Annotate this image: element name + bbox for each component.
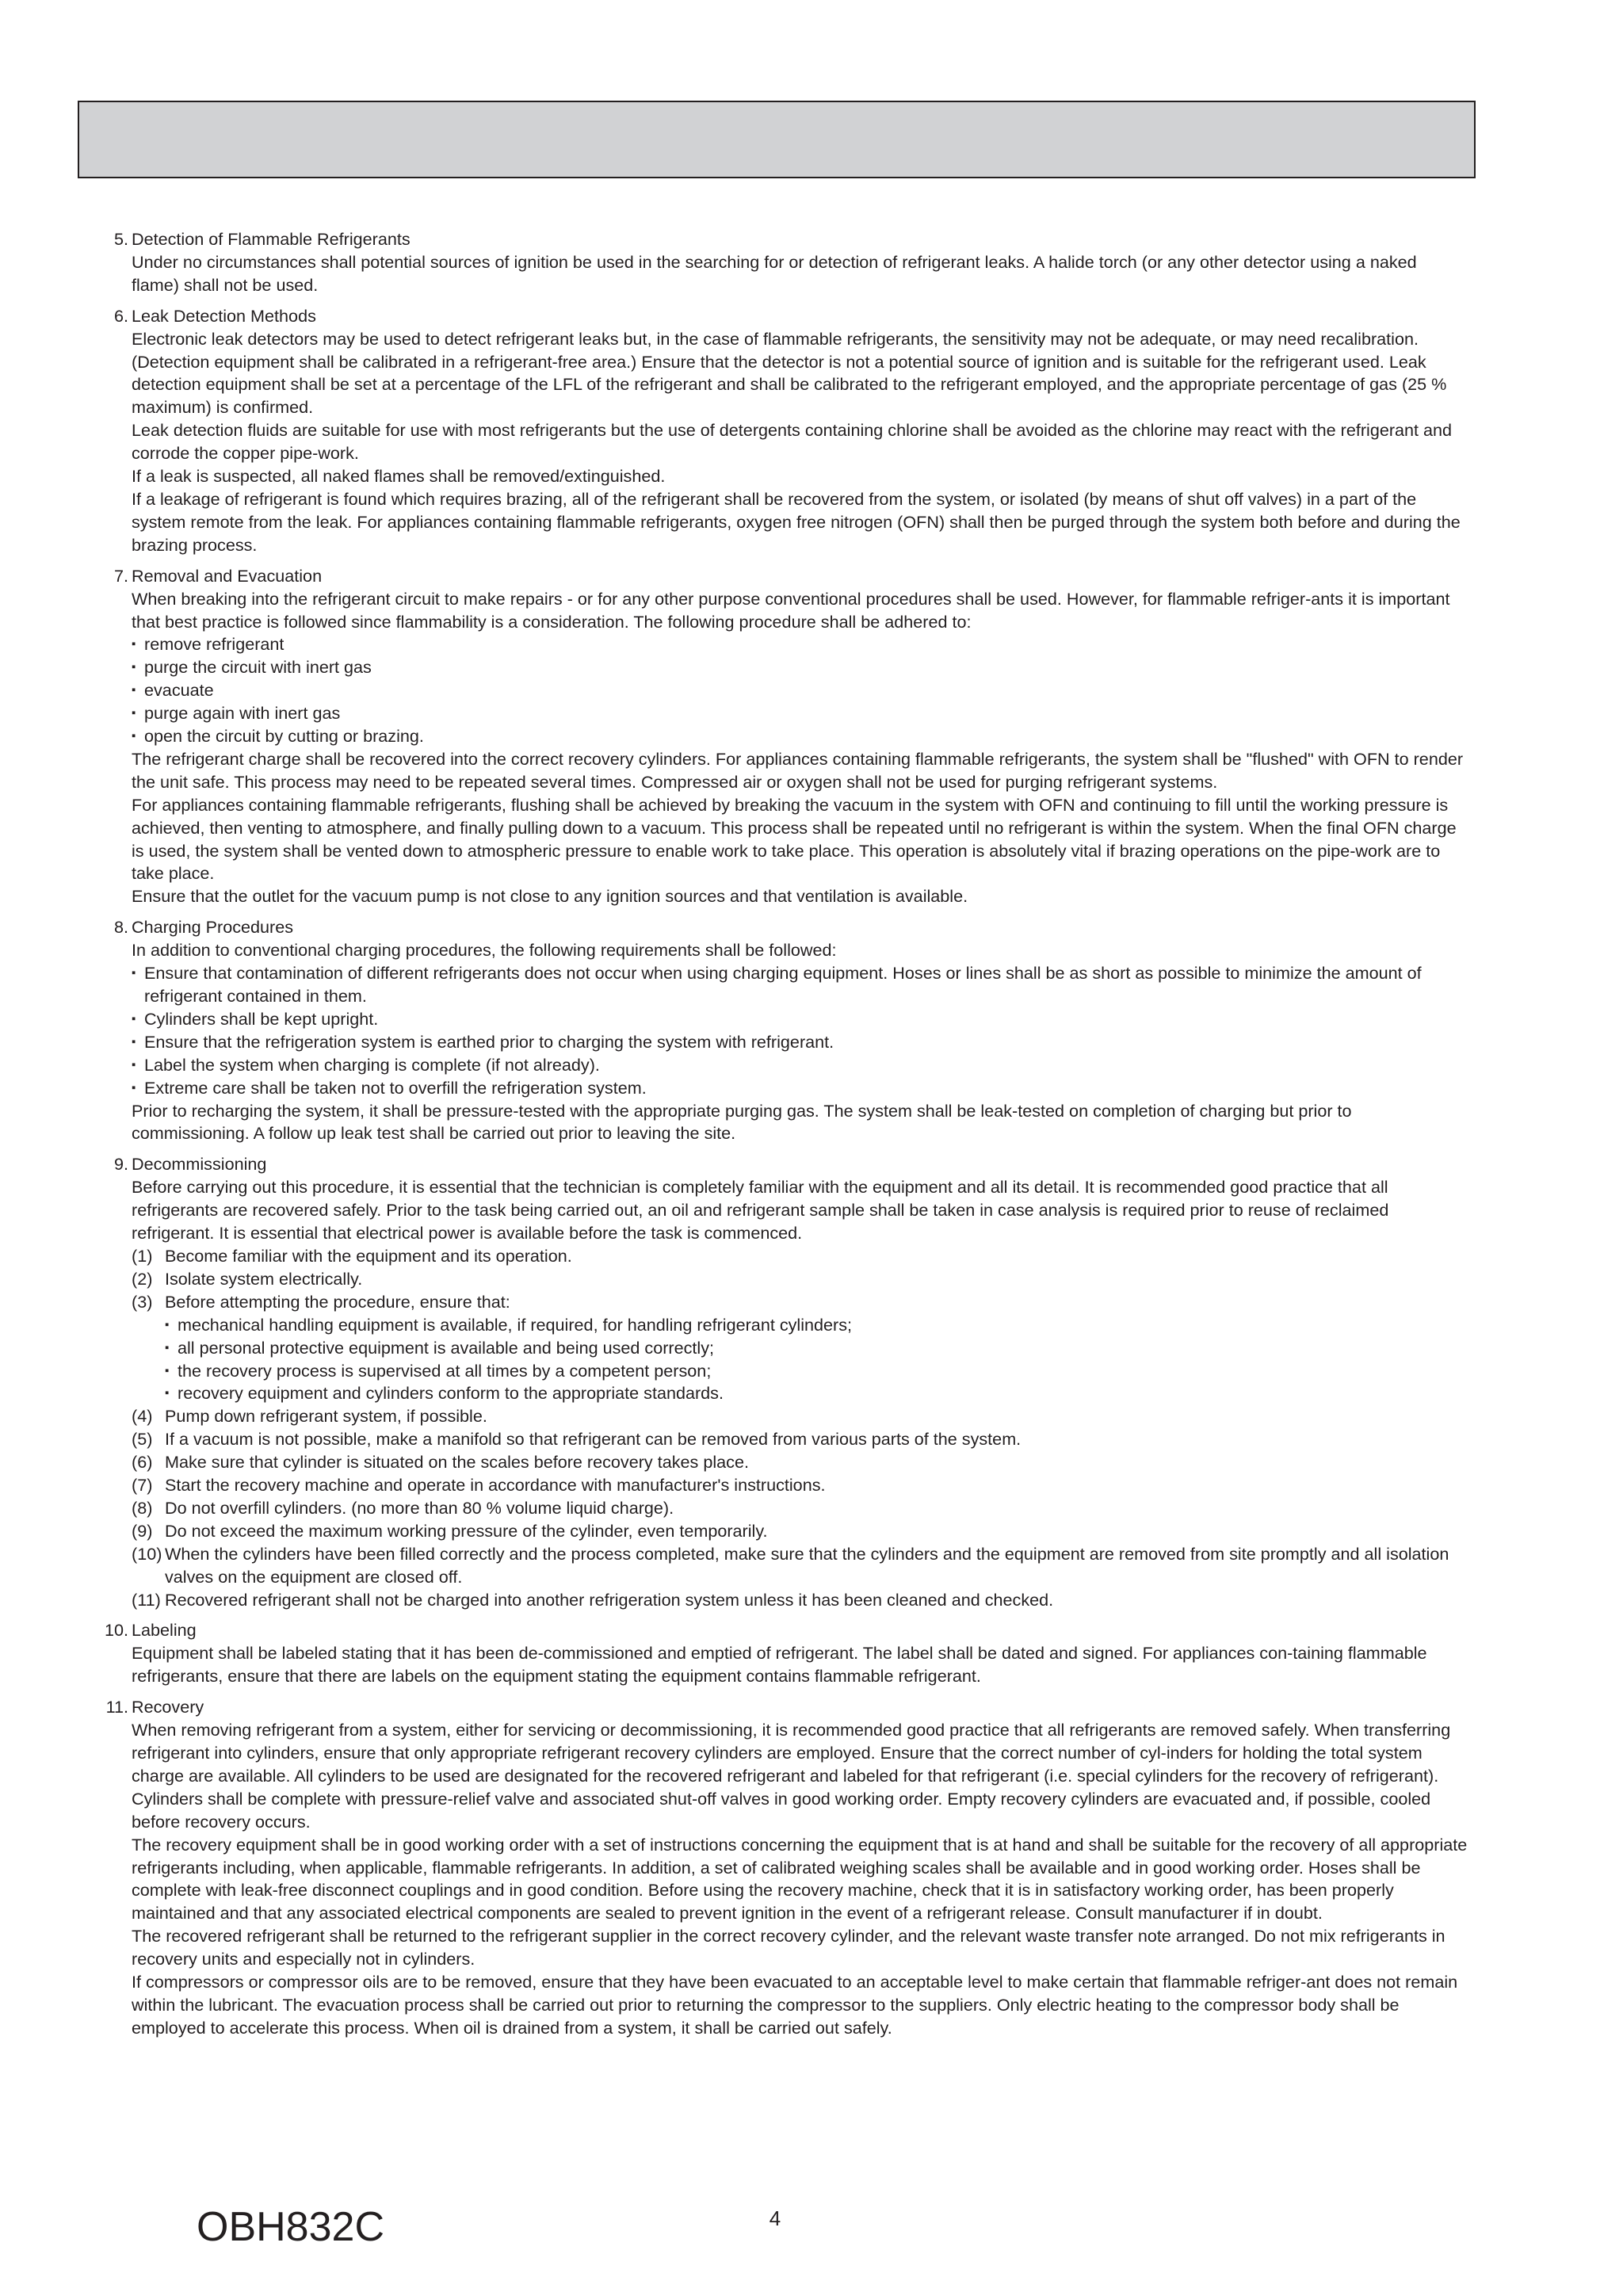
step-number: (3) [132, 1291, 153, 1312]
paragraph: The recovery equipment shall be in good working order with a set of instructions concerning the equipment that is at hand and shall be suitable for the recovery of all appropriate refrigerants including, when applicable, flammable refrigerants. In addition, a set of calibrated weighing scales shall be available and in good working order. Hoses shall be complete with leak-free disconnect couplings and in good condition. Before using the recovery machine, check that it is in satisfactory working order, has been properly maintained and that any associated electrical components are sealed to prevent ignition in the event of a refrigerant release. Consult manufacturer if in doubt. [132, 1834, 1468, 1924]
section-removal-evacuation [105, 565, 1468, 909]
step-item [132, 1543, 1468, 1589]
paragraph: The recovered refrigerant shall be returned to the refrigerant supplier in the correct recovery cylinder, and the relevant waste transfer note arranged. Do not mix refrigerants in recovery units and especially not in cylinders. [132, 1926, 1445, 1969]
bullet-item: ▪ evacuate [132, 679, 1468, 702]
paragraph: Before carrying out this procedure, it is essential that the technician is completely familiar with the equipment and all its detail. It is recommended good practice that all refrigerants are recovered safely. Prior to the task being carried out, an oil and refrigerant sample shall be taken in case analysis is required prior to reuse of reclaimed refrigerant. It is essential that electrical power is available before the task is commenced. [132, 1177, 1389, 1244]
section-title: Leak Detection Methods [132, 305, 316, 326]
section-number: 7. [113, 565, 128, 586]
step-item [132, 1428, 1468, 1451]
bullet-item: ▪ remove refrigerant [132, 633, 1468, 656]
step-number: (9) [132, 1520, 153, 1541]
step-text: Do not overfill cylinders. (no more than 80 % volume liquid charge). [165, 1497, 674, 1518]
step-number: (8) [132, 1497, 153, 1518]
section-labeling [105, 1619, 1468, 1688]
section-title: Charging Procedures [132, 917, 294, 938]
paragraph: Leak detection fluids are suitable for use with most refrigerants but the use of detergents containing chlorine shall be avoided as the chlorine may react with the refrigerant and corrode the copper pipe-work. [132, 420, 1453, 464]
section-number: 5. [113, 229, 128, 249]
paragraph: If a leakage of refrigerant is found which requires brazing, all of the refrigerant shall be recovered from the system, or isolated (by means of shut off valves) in a part of the system remote from the leak. For appliances containing flammable refrigerants, oxygen free nitrogen (OFN) shall then be purged through the system both before and during the brazing process. [132, 488, 1461, 555]
step-number: (1) [132, 1245, 153, 1266]
section-number: 9. [113, 1154, 128, 1175]
bullet-item: ▪ Ensure that contamination of different refrigerants does not occur when using charging equipment. Hoses or lines shall be as short as possible to minimize the amount of refrigerant contained in them. [132, 962, 1468, 1008]
paragraph: When removing refrigerant from a system, either for servicing or decommissioning, it is recommended good practice that all refrigerants are removed safely. When transferring refrigerant into cylinders, ensure that only appropriate refrigerant recovery cylinders are employed. Ensure that the correct number of cyl-inders for holding the total system charge are available. All cylinders to be used are designated for the recovered refrigerant and labeled for that refrigerant (i.e. special cylinders for the recovery of refrigerant). Cylinders shall be complete with pressure-relief valve and associated shut-off valves in good working order. Empty recovery cylinders are evacuated and, if possible, cooled before recovery occurs. [132, 1720, 1451, 1832]
bullet-item: ▪ purge the circuit with inert gas [132, 656, 1468, 679]
model-code: OBH832C [197, 2204, 384, 2250]
step-item [132, 1474, 1468, 1497]
bullet-item: ▪ Extreme care shall be taken not to overfill the refrigeration system. [132, 1077, 1468, 1100]
section-leak-detection [105, 305, 1468, 557]
step-text: Pump down refrigerant system, if possible. [165, 1406, 487, 1427]
step-text: Recovered refrigerant shall not be charged into another refrigeration system unless it has been cleaned and checked. [165, 1589, 1054, 1610]
section-title: Removal and Evacuation [132, 565, 323, 586]
step-item [132, 1268, 1468, 1291]
step-text: When the cylinders have been filled correctly and the process completed, make sure that the cylinders and the equipment are removed from site promptly and all isolation valves on the equipment are closed off. [165, 1543, 1449, 1587]
step-number: (7) [132, 1475, 153, 1496]
paragraph: Electronic leak detectors may be used to detect refrigerant leaks but, in the case of flammable refrigerants, the sensitivity may not be adequate, or may need recalibration. (Detection equipment shall be calibrated in a refrigerant-free area.) Ensure that the detector is not a potential source of ignition and is suitable for the refrigerant used. Leak detection equipment shall be set at a percentage of the LFL of the refrigerant and shall be calibrated to the refrigerant employed, and the appropriate percentage of gas (25 % maximum) is confirmed. [132, 328, 1447, 418]
step-number: (5) [132, 1429, 153, 1450]
section-title: Decommissioning [132, 1154, 267, 1175]
paragraph: The refrigerant charge shall be recovered into the correct recovery cylinders. For appliances containing flammable refrigerants, the system shall be "flushed" with OFN to render the unit safe. This process may need to be repeated several times. Compressed air or oxygen shall not be used for purging refrigerant systems. [132, 748, 1464, 792]
bullet-item: ▪ purge again with inert gas [132, 702, 1468, 725]
header-bar [78, 101, 1476, 178]
paragraph: If a leak is suspected, all naked flames shall be removed/extinguished. [132, 466, 666, 487]
paragraph: Under no circumstances shall potential sources of ignition be used in the searching for or detection of refrigerant leaks. A halide torch (or any other detector using a naked flame) shall not be used. [132, 251, 1417, 295]
step-item [132, 1520, 1468, 1543]
step-item [132, 1451, 1468, 1474]
section-decommissioning [105, 1153, 1468, 1611]
document-body [105, 228, 1468, 2040]
bullet-item: ▪ Ensure that the refrigeration system is earthed prior to charging the system with refrigerant. [132, 1031, 1468, 1054]
step-text: Before attempting the procedure, ensure that: [165, 1291, 510, 1312]
bullet-item: ▪ open the circuit by cutting or brazing. [132, 725, 1468, 748]
bullet-item: ▪ Cylinders shall be kept upright. [132, 1008, 1468, 1031]
section-number: 10. [105, 1620, 129, 1641]
step-text: Make sure that cylinder is situated on the scales before recovery takes place. [165, 1452, 749, 1473]
bullet-item: ▪ mechanical handling equipment is available, if required, for handling refrigerant cylinders; [165, 1314, 1468, 1337]
section-number: 11. [105, 1697, 128, 1717]
section-number: 6. [113, 305, 128, 326]
step-number: (10) [132, 1543, 162, 1564]
paragraph: Ensure that the outlet for the vacuum pump is not close to any ignition sources and that ventilation is available. [132, 886, 968, 907]
step-text: Become familiar with the equipment and its operation. [165, 1245, 572, 1266]
step-item [132, 1291, 1468, 1406]
section-charging [105, 916, 1468, 1145]
section-detection [105, 228, 1468, 297]
section-title: Recovery [132, 1697, 204, 1717]
step-text: If a vacuum is not possible, make a manifold so that refrigerant can be removed from various parts of the system. [165, 1429, 1022, 1450]
step-item [132, 1589, 1468, 1612]
section-number: 8. [113, 917, 128, 938]
paragraph: When breaking into the refrigerant circuit to make repairs - or for any other purpose conventional procedures shall be used. However, for flammable refriger-ants it is important that best practice is followed since flammability is a consideration. The following procedure shall be adhered to: [132, 588, 1450, 632]
page-number: 4 [769, 2206, 781, 2230]
paragraph: For appliances containing flammable refrigerants, flushing shall be achieved by breaking the vacuum in the system with OFN and continuing to fill until the working pressure is achieved, then venting to atmosphere, and finally pulling down to a vacuum. This process shall be repeated until no refrigerant is within the system. When the final OFN charge is used, the system shall be vented down to atmospheric pressure to enable work to take place. This operation is absolutely vital if brazing operations on the pipe-work are to take place. [132, 794, 1457, 884]
bullet-item: ▪ Label the system when charging is complete (if not already). [132, 1054, 1468, 1077]
bullet-item: ▪ all personal protective equipment is available and being used correctly; [165, 1337, 1468, 1360]
section-recovery [105, 1696, 1468, 2040]
step-number: (2) [132, 1268, 153, 1289]
step-text: Start the recovery machine and operate in accordance with manufacturer's instructions. [165, 1475, 826, 1496]
paragraph: Equipment shall be labeled stating that it has been de-commissioned and emptied of refrigerant. The label shall be dated and signed. For appliances con-taining flammable refrigerants, ensure that there are labels on the equipment stating the equipment contains flammable refrigerant. [132, 1643, 1427, 1687]
step-text: Do not exceed the maximum working pressure of the cylinder, even temporarily. [165, 1520, 768, 1541]
step-item [132, 1245, 1468, 1268]
step-number: (4) [132, 1406, 153, 1427]
section-title: Labeling [132, 1620, 197, 1641]
step-number: (11) [132, 1589, 161, 1610]
step-text: Isolate system electrically. [165, 1268, 363, 1289]
bullet-item: ▪ the recovery process is supervised at all times by a competent person; [165, 1360, 1468, 1383]
step-item [132, 1497, 1468, 1520]
bullet-item: ▪ recovery equipment and cylinders conform to the appropriate standards. [165, 1382, 1468, 1405]
step-item [132, 1405, 1468, 1428]
section-title: Detection of Flammable Refrigerants [132, 229, 411, 249]
paragraph: Prior to recharging the system, it shall be pressure-tested with the appropriate purging gas. The system shall be leak-tested on completion of charging but prior to commissioning. A follow up leak test shall be carried out prior to leaving the site. [132, 1100, 1352, 1144]
paragraph: If compressors or compressor oils are to be removed, ensure that they have been evacuated to an acceptable level to make certain that flammable refriger-ant does not remain within the lubricant. The evacuation process shall be carried out prior to returning the compressor to the suppliers. Only electric heating to the compressor body shall be employed to accelerate this process. When oil is drained from a system, it shall be carried out safely. [132, 1972, 1458, 2038]
paragraph: In addition to conventional charging procedures, the following requirements shall be followed: [132, 940, 837, 961]
step-number: (6) [132, 1452, 153, 1473]
